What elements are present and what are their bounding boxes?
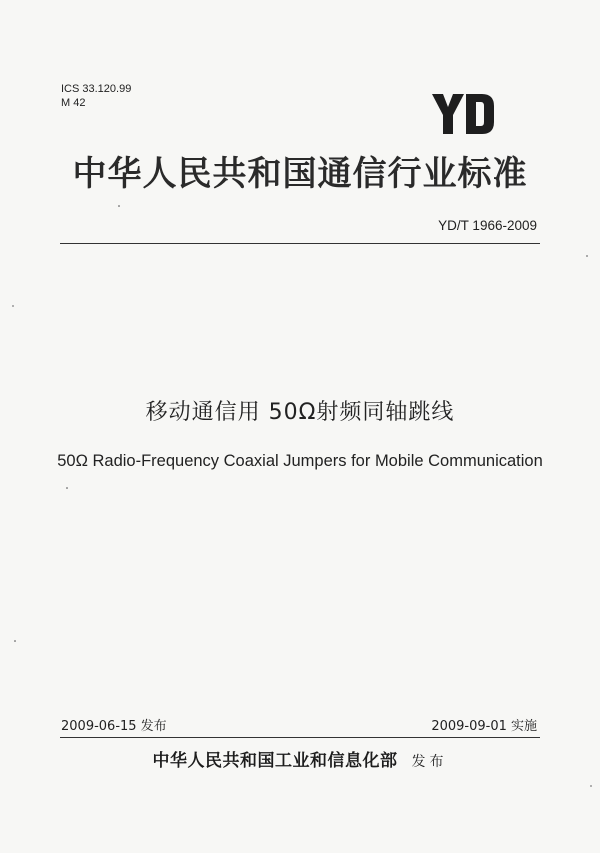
scan-speck [590,785,592,787]
scan-speck [586,255,588,257]
document-title-en: 50Ω Radio-Frequency Coaxial Jumpers for Mobile Communication [57,452,543,470]
implementation-date: 2009-09-01 实施 [431,719,537,734]
classification-block [61,82,131,110]
yd-logo [432,94,494,134]
bottom-divider [60,737,540,738]
top-divider [60,243,540,244]
standard-number: YD/T 1966-2009 [438,218,537,233]
publisher-name: 中华人民共和国工业和信息化部 [152,751,398,771]
issue-date: 2009-06-15 发布 [61,719,167,734]
standard-body-title: 中华人民共和国通信行业标准 [72,154,528,194]
publish-label: 发布 [411,754,448,770]
publisher-line [0,746,600,771]
scan-speck [14,640,16,642]
ics-code: ICS 33.120.99 [61,83,132,95]
scan-speck [118,205,120,207]
scan-speck [12,305,14,307]
document-title-zh: 移动通信用 50Ω射频同轴跳线 [145,400,455,425]
scan-speck [66,487,68,489]
category-code: M 42 [61,97,86,109]
